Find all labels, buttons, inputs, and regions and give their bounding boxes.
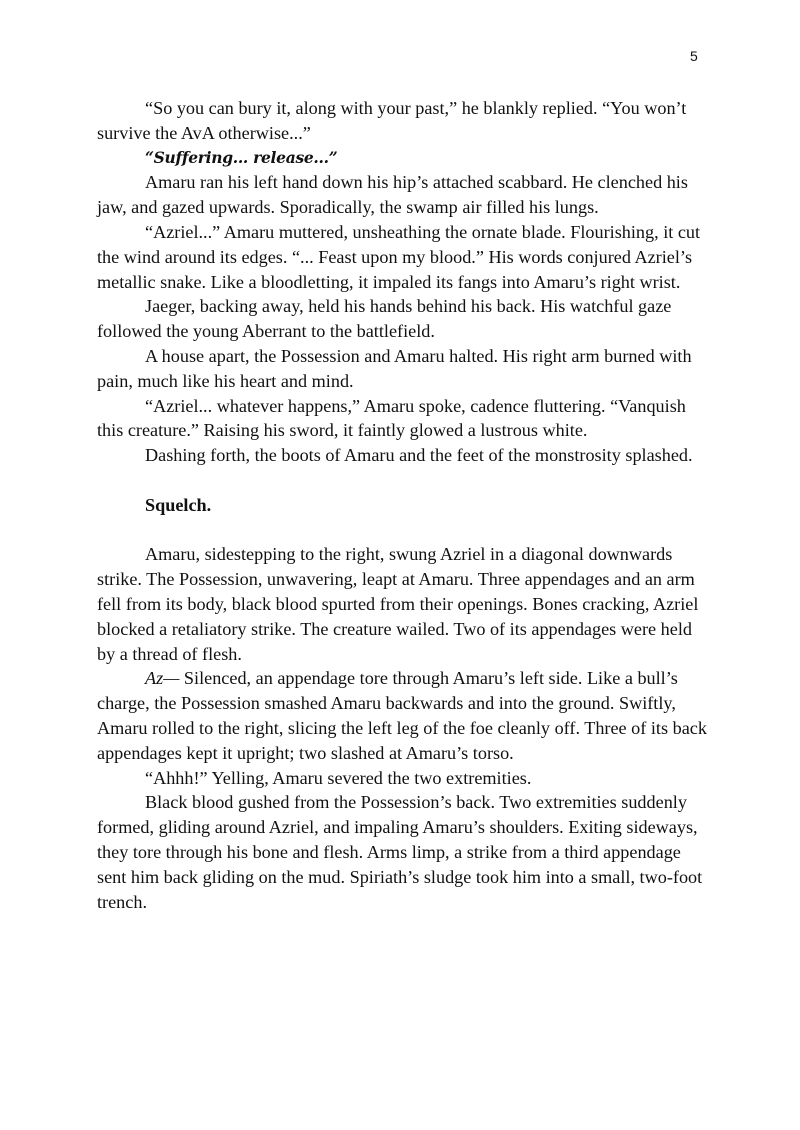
spacer bbox=[97, 518, 707, 543]
paragraph: Amaru, sidestepping to the right, swung Azriel in a diagonal downwards strike. The Possession, unwavering, leapt at Amaru. Three appendages and an arm fell from its body, black blood spurted from their openings. Bones cracking, Azriel blocked a retaliatory strike. The creature wailed. Two of its appendages were held by a thread of flesh. bbox=[97, 544, 699, 664]
paragraph: Jaeger, backing away, held his hands behind his back. His watchful gaze followed the young Aberrant to the battlefield. bbox=[97, 296, 672, 342]
paragraph-continuation: Silenced, an appendage tore through Amaru’s left side. Like a bull’s charge, the Possession smashed Amaru backwards and into the ground. Swiftly, Amaru rolled to the right, slicing the left leg of the foe cleanly off. Three of its back appendages kept it upright; two slashed at Amaru’s torso. bbox=[97, 668, 707, 763]
spacer bbox=[97, 468, 707, 493]
paragraph: “Azriel... whatever happens,” Amaru spoke, cadence fluttering. “Vanquish this creature.” Raising his sword, it faintly glowed a lustrous white. bbox=[97, 395, 686, 441]
paragraph: Dashing forth, the boots of Amaru and the feet of the monstrosity splashed. bbox=[145, 445, 693, 466]
paragraph: “So you can bury it, along with your past,” he blankly replied. “You won’t survive the AvA otherwise...” bbox=[97, 98, 687, 143]
body-text bbox=[97, 96, 707, 914]
whispered-line: “Suffering... release...” bbox=[145, 147, 338, 167]
paragraph: “Ahhh!” Yelling, Amaru severed the two extremities. bbox=[145, 767, 532, 788]
cut-off-word: Az— bbox=[145, 668, 180, 689]
paragraph: Black blood gushed from the Possession’s back. Two extremities suddenly formed, gliding around Azriel, and impaling Amaru’s shoulders. Exiting sideways, they tore through his bone and flesh. Arms limp, a strike from a third appendage sent him back gliding on the mud. Spiriath’s sludge took him into a small, two-foot trench. bbox=[97, 792, 703, 912]
paragraph: A house apart, the Possession and Amaru halted. His right arm burned with pain, much like his heart and mind. bbox=[97, 345, 692, 391]
page-number: 5 bbox=[690, 48, 698, 64]
paragraph bbox=[97, 666, 707, 765]
paragraph: “Azriel...” Amaru muttered, unsheathing the ornate blade. Flourishing, it cut the wind around its edges. “... Feast upon my blood.” His words conjured Azriel’s metallic snake. Like a bloodletting, it impaled its fangs into Amaru’s right wrist. bbox=[97, 221, 701, 292]
scene-break-heading: Squelch. bbox=[145, 494, 212, 515]
paragraph: Amaru ran his left hand down his hip’s attached scabbard. He clenched his jaw, and gazed upwards. Sporadically, the swamp air filled his lungs. bbox=[97, 172, 688, 218]
